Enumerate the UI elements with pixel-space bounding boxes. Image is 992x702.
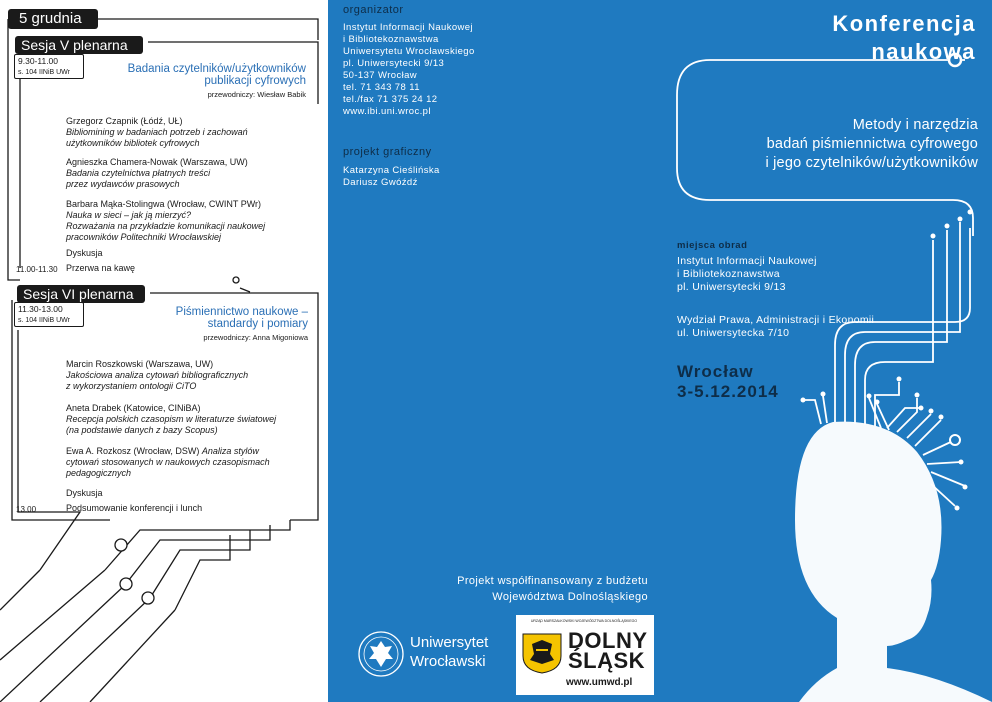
date-tag: 5 grudnia — [8, 9, 98, 29]
session-5-title — [86, 63, 306, 87]
venue-1 — [677, 255, 817, 294]
funding-note — [338, 573, 648, 605]
conference-subtitle-line: badań piśmiennictwa cyfrowego — [766, 136, 978, 152]
organizer-line: Instytut Informacji Naukowej — [343, 22, 473, 33]
talk-title: (na podstawie danych z bazy Scopus) — [66, 425, 218, 435]
session-6-time-box — [14, 302, 84, 327]
closing-label: Podsumowanie konferencji i lunch — [66, 503, 203, 513]
session-6-title-line1: Piśmiennictwo naukowe – — [175, 306, 308, 318]
funding-line: Województwa Dolnośląskiego — [492, 591, 648, 603]
venue-line: i Bibliotekoznawstwa — [677, 268, 780, 280]
talk — [66, 157, 316, 190]
talk-title: pracowników Politechniki Wrocławskiej — [66, 232, 222, 242]
venue-line: Wydział Prawa, Administracji i Ekonomii — [677, 314, 875, 326]
organizer-line: i Bibliotekoznawstwa — [343, 34, 439, 45]
session-6-tag: Sesja VI plenarna — [17, 285, 145, 303]
session-6-title — [108, 306, 308, 330]
session-5-chair: przewodniczy: Wiesław Babik — [207, 90, 306, 99]
conference-title-line: naukowa — [871, 39, 976, 64]
organizer-line: tel./fax 71 375 24 12 — [343, 94, 438, 105]
talk — [66, 446, 316, 479]
funding-line: Projekt współfinansowany z budżetu — [457, 575, 648, 587]
talk-title: Recepcja polskich czasopism w literaturze światowej — [66, 414, 277, 424]
dates: 3-5.12.2014 — [677, 382, 779, 401]
designer-name: Katarzyna Cieślińska — [343, 165, 440, 176]
dolny-slask-wordmark-line: ŚLĄSK — [568, 648, 646, 673]
talk — [66, 359, 316, 392]
city: Wrocław — [677, 362, 754, 381]
talk-title: użytkowników bibliotek cyfrowych — [66, 138, 200, 148]
dolny-slask-wordmark — [568, 628, 648, 673]
conference-title — [832, 10, 976, 66]
talk-author: Barbara Mąka-Stolingwa (Wrocław, CWINT PWr) — [66, 199, 262, 209]
city-and-dates — [677, 362, 779, 402]
venue-line: Instytut Informacji Naukowej — [677, 255, 817, 267]
session-5-title-line1: Badania czytelników/użytkowników — [127, 63, 306, 75]
talk-title: Analiza stylów — [201, 446, 259, 456]
talk — [66, 116, 316, 149]
design-credits — [343, 165, 440, 189]
circuit-decoration — [0, 0, 328, 702]
talk-title: Badania czytelnictwa płatnych treści — [66, 168, 211, 178]
venue-2 — [677, 314, 874, 340]
organizer-details — [343, 22, 475, 118]
organizer-line: Uniwersytetu Wrocławskiego — [343, 46, 475, 57]
talk-title: Bibliomining w badaniach potrzeb i zachowań — [66, 127, 248, 137]
talk-author-line — [66, 446, 316, 457]
organizer-line: pl. Uniwersytecki 9/13 — [343, 58, 445, 69]
talk-author: Grzegorz Czapnik (Łódź, UŁ) — [66, 116, 183, 126]
university-emblem-icon — [357, 630, 405, 678]
dolny-slask-office-label: URZĄD MARSZAŁKOWSKI WOJEWÓDZTWA DOLNOŚLĄSKIEGO — [530, 619, 638, 623]
cover-panel — [655, 0, 992, 702]
organizer-line: 50-137 Wrocław — [343, 70, 418, 81]
talk-author: Marcin Roszkowski (Warszawa, UW) — [66, 359, 214, 369]
organizer-heading: organizator — [343, 4, 404, 16]
designer-name: Dariusz Gwóźdź — [343, 177, 418, 188]
university-name-line: Wrocławski — [410, 653, 486, 670]
talk-title: Rozważania na przykładzie komunikacji naukowej — [66, 221, 266, 231]
talk — [66, 403, 316, 436]
talk-author: Aneta Drabek (Katowice, CINiBA) — [66, 403, 201, 413]
talk-title: cytowań stosowanych w naukowych czasopismach — [66, 457, 270, 467]
session-6-time: 11.30-13.00 — [18, 304, 63, 314]
program-panel — [0, 0, 328, 702]
talk-title: Jakościowa analiza cytowań bibliograficznych — [66, 370, 249, 380]
conference-subtitle — [765, 116, 978, 173]
university-name — [410, 633, 488, 671]
conference-title-line: Konferencja — [832, 11, 976, 36]
talk-title: Nauka w sieci – jak ją mierzyć? — [66, 210, 192, 220]
talk-author: Ewa A. Rozkosz (Wrocław, DSW) — [66, 446, 200, 456]
venue-line: pl. Uniwersytecki 9/13 — [677, 281, 786, 293]
circuit-head-illustration — [655, 0, 992, 702]
talk — [66, 199, 316, 243]
session-6-title-line2: standardy i pomiary — [207, 318, 308, 330]
organizer-line: tel. 71 343 78 11 — [343, 82, 420, 93]
conference-subtitle-line: Metody i narzędzia — [852, 117, 978, 133]
talk-author: Agnieszka Chamera-Nowak (Warszawa, UW) — [66, 157, 248, 167]
design-heading: projekt graficzny — [343, 146, 432, 158]
session-5-time-box — [14, 54, 84, 79]
talk-title: z wykorzystaniem ontologii CiTO — [66, 381, 197, 391]
session-5-discussion: Dyskusja — [66, 248, 103, 258]
umwd-website[interactable]: www.umwd.pl — [566, 677, 633, 688]
talk-title: przez wydawców prasowych — [66, 179, 180, 189]
session-6-discussion: Dyskusja — [66, 488, 103, 498]
session-6-room: s. 104 IINiB UWr — [18, 317, 70, 324]
session-5-title-line2: publikacji cyfrowych — [204, 75, 306, 87]
organizer-website: www.ibi.uni.wroc.pl — [343, 106, 431, 117]
talk-title: pedagogicznych — [66, 468, 132, 478]
session-5-time: 9.30-11.00 — [18, 56, 59, 66]
session-5-tag: Sesja V plenarna — [15, 36, 143, 54]
session-6-chair: przewodniczy: Anna Migoniowa — [203, 333, 308, 342]
university-name-line: Uniwersytet — [410, 634, 489, 651]
break-time: 11.00-11.30 — [16, 265, 58, 274]
session-5-room: s. 104 IINiB UWr — [18, 69, 70, 76]
break-label: Przerwa na kawę — [66, 263, 136, 273]
venue-line: ul. Uniwersytecka 7/10 — [677, 327, 790, 339]
conference-subtitle-line: i jego czytelników/użytkowników — [765, 155, 978, 171]
coat-of-arms-icon — [520, 630, 564, 674]
venue-heading: miejsca obrad — [677, 240, 748, 251]
dolny-slask-wordmark-line: DOLNY — [568, 628, 648, 653]
closing-time: 13.00 — [16, 505, 37, 514]
